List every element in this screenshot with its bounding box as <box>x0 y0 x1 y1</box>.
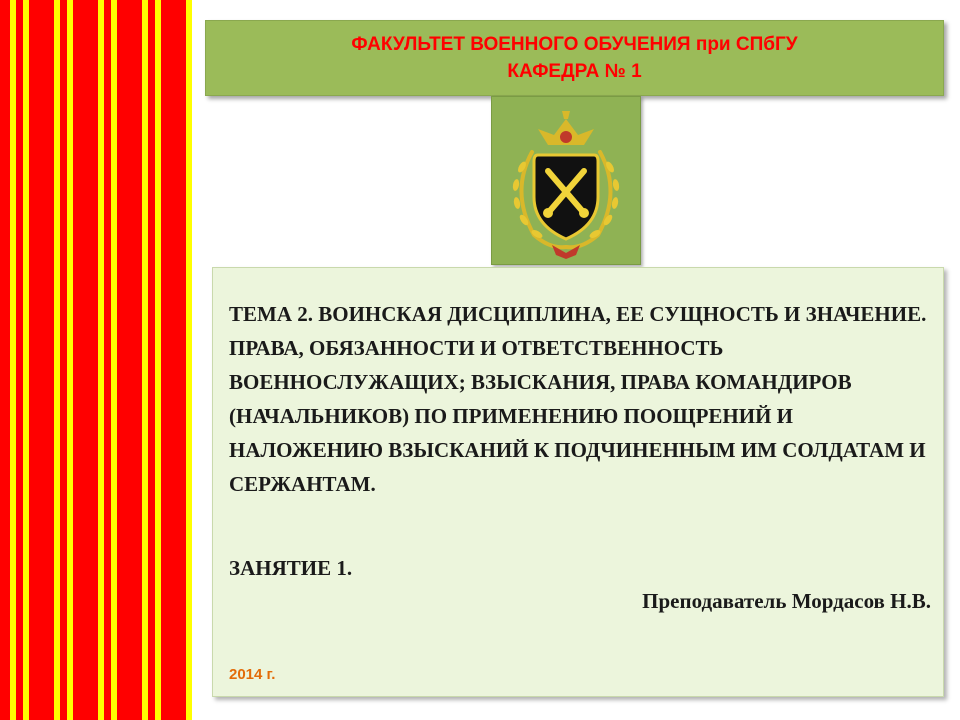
stripe-red <box>104 0 111 720</box>
decorative-stripes <box>0 0 198 720</box>
faculty-header <box>205 20 944 96</box>
year-label: 2014 г. <box>229 666 276 683</box>
emblem-panel <box>491 96 641 265</box>
topic-title: ТЕМА 2. ВОИНСКАЯ ДИСЦИПЛИНА, ЕЕ СУЩНОСТЬ И ЗНАЧЕНИЕ. ПРАВА, ОБЯЗАННОСТИ И ОТВЕТСТВЕННОСТЬ ВОЕННОСЛУЖАЩИХ; ВЗЫСКАНИЯ, ПРАВА КОМАНДИРОВ (НАЧАЛЬНИКОВ) ПО ПРИМЕНЕНИЮ ПООЩРЕНИЙ И НАЛОЖЕНИЮ ВЗЫСКАНИЙ К ПОДЧИНЕННЫМ ИМ СОЛДАТАМ И СЕРЖАНТАМ. <box>229 302 927 496</box>
stripe-red <box>29 0 54 720</box>
lesson-label: ЗАНЯТИЕ 1. <box>229 556 353 580</box>
stripe-red <box>117 0 142 720</box>
stripe-red <box>0 0 10 720</box>
department-title: КАФЕДРА № 1 <box>507 61 642 82</box>
stripe-red <box>161 0 186 720</box>
teacher-name: Преподаватель Мордасов Н.В. <box>642 589 931 613</box>
stripe-red <box>148 0 155 720</box>
crossed-cannons-emblem-icon <box>492 97 640 264</box>
stripe-red <box>60 0 67 720</box>
stripe-red <box>73 0 98 720</box>
topic-panel <box>212 267 944 697</box>
faculty-title: ФАКУЛЬТЕТ ВОЕННОГО ОБУЧЕНИЯ при СПбГУ <box>351 34 798 55</box>
stripe-red <box>16 0 23 720</box>
stripe-yellow <box>186 0 192 720</box>
